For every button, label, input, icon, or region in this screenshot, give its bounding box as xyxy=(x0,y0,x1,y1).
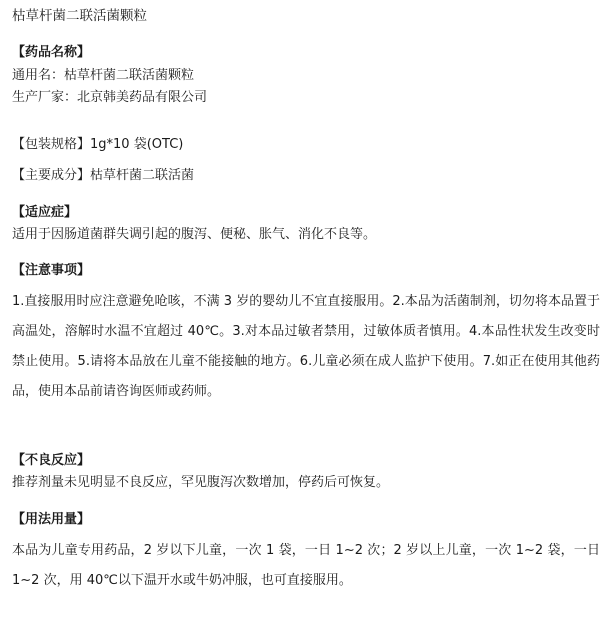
adverse-heading: 【不良反应】 xyxy=(12,453,91,468)
ingredients-value: 枯草杆菌二联活菌 xyxy=(90,168,195,183)
dosage-heading: 【用法用量】 xyxy=(12,512,91,527)
precautions-text: 1.直接服用时应注意避免呛咳，不满 3 岁的婴幼儿不宜直接服用。2.本品为活菌制剂，切勿将本品置于高温处，溶解时水温不宜超过 40℃。3.对本品过敏者禁用，过敏体质者慎用。4.本品性状发生改变时禁止使用。5.请将本品放在儿童不能接触的地方。6.儿童必须在成人监护下使用。7.如正在使用其他药品，使用本品前请咨询医师或药师。 xyxy=(12,294,600,399)
ingredients-label: 【主要成分】 xyxy=(12,168,91,183)
precautions-heading: 【注意事项】 xyxy=(12,263,91,278)
package-label: 【包装规格】 xyxy=(12,137,91,152)
ingredients-row xyxy=(12,167,194,185)
generic-name: 通用名：枯草杆菌二联活菌颗粒 xyxy=(12,68,195,83)
adverse-text: 推荐剂量未见明显不良反应，罕见腹泻次数增加，停药后可恢复。 xyxy=(12,475,390,490)
dosage-text: 本品为儿童专用药品，2 岁以下儿童，一次 1 袋，一日 1~2 次；2 岁以上儿童，一次 1~2 袋，一日 1~2 次，用 40℃以下温开水或牛奶冲服，也可直接服用。 xyxy=(12,543,600,588)
manufacturer: 生产厂家：北京韩美药品有限公司 xyxy=(12,90,208,105)
indications-text: 适用于因肠道菌群失调引起的腹泻、便秘、胀气、消化不良等。 xyxy=(12,227,377,242)
package-value: 1g*10 袋(OTC) xyxy=(90,137,184,152)
package-row xyxy=(12,136,183,154)
drug-name-heading: 【药品名称】 xyxy=(12,45,91,60)
document-title: 枯草杆菌二联活菌颗粒 xyxy=(12,8,147,24)
indications-heading: 【适应症】 xyxy=(12,205,78,220)
